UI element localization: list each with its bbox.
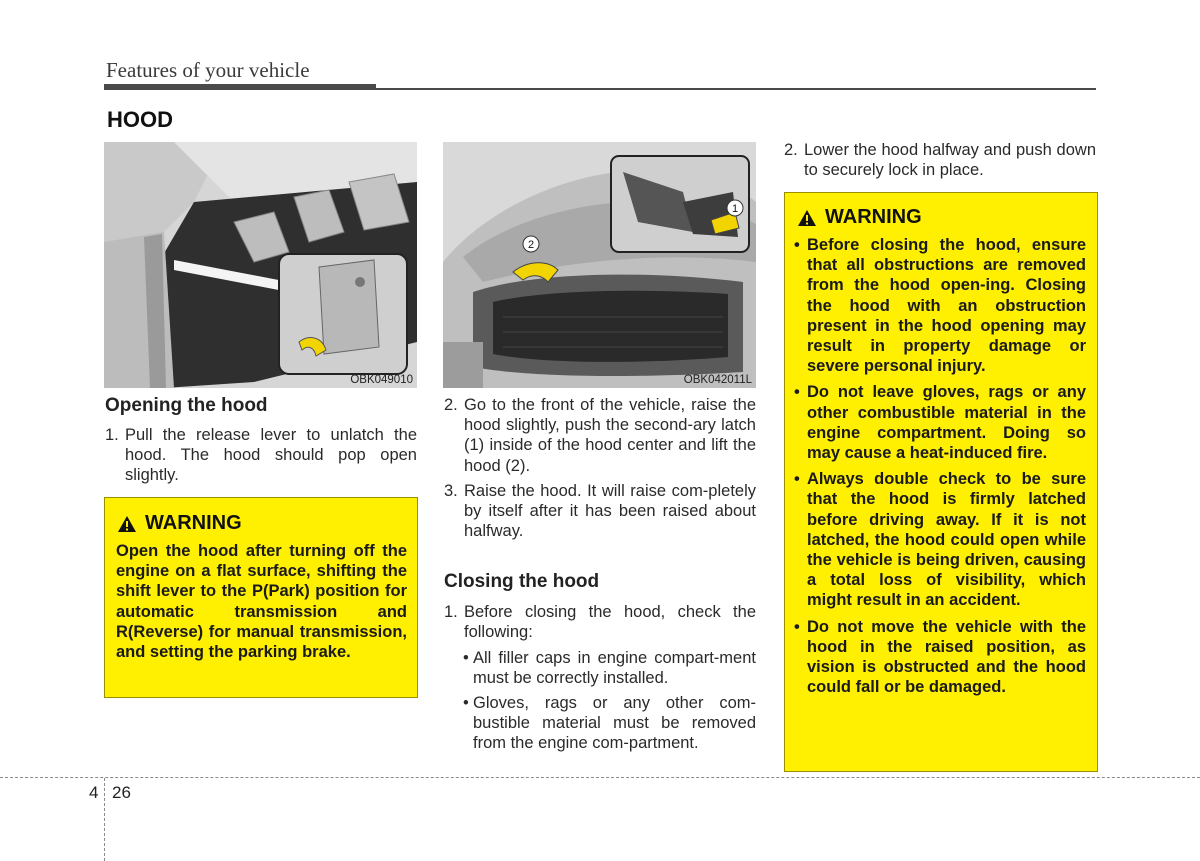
warning-triangle-icon — [117, 515, 137, 533]
step-number: 1. — [105, 426, 119, 444]
warning-triangle-icon — [797, 209, 817, 227]
warning-list — [794, 235, 1086, 703]
warning-title: WARNING — [145, 512, 242, 534]
figure-code: OBK042011L — [683, 374, 752, 386]
closing-step-1 — [444, 602, 756, 642]
opening-step-1 — [105, 425, 417, 486]
callout-2: 2 — [527, 239, 535, 251]
bullet-dot: • — [794, 383, 800, 402]
step-text: Lower the hood halfway and push down to securely lock in place. — [804, 141, 1096, 180]
warning-item-text: Do not leave gloves, rags or any other combustible material in the engine compartment. Doing so may cause a heat-induced fire. — [807, 383, 1086, 463]
opening-heading: Opening the hood — [105, 395, 268, 416]
warning-item — [794, 382, 1086, 463]
warning-header — [117, 512, 242, 535]
step-number: 3. — [444, 482, 458, 500]
step-text: Pull the release lever to unlatch the hood. The hood should pop open slightly. — [125, 426, 417, 485]
callout-1: 1 — [731, 203, 739, 215]
closing-bullet-2 — [463, 693, 756, 754]
warning-item-text: Always double check to be sure that the hood is firmly latched before driving away. If it is not latched, the hood could open while the vehicle is being driven, causing a total loss of visibility, which might result in an accident. — [807, 470, 1086, 610]
bullet-dot: • — [794, 236, 800, 254]
figure-hood-latch — [443, 142, 756, 388]
chapter-number: 4 — [89, 783, 99, 802]
bullet-dot: • — [794, 470, 800, 489]
closing-heading: Closing the hood — [444, 571, 600, 592]
hood-latch-illustration — [443, 142, 756, 388]
release-lever-illustration — [104, 142, 417, 388]
bullet-text: All filler caps in engine compart-ment must be correctly installed. — [473, 649, 756, 688]
opening-step-2 — [444, 395, 756, 476]
step-number: 1. — [444, 603, 458, 621]
figure-code: OBK049010 — [350, 374, 413, 386]
header-rule — [376, 88, 1096, 90]
warning-box-closing — [784, 192, 1098, 772]
step-text: Go to the front of the vehicle, raise the hood slightly, push the second-ary latch (1) inside of the hood center and lift the hood (2). — [464, 396, 756, 475]
footer-vertical-rule — [104, 778, 105, 861]
warning-item — [794, 235, 1086, 376]
figure-release-lever — [104, 142, 417, 388]
bullet-dot: • — [463, 694, 469, 712]
warning-title: WARNING — [825, 206, 922, 228]
warning-box-opening — [104, 497, 418, 698]
warning-item-text: Before closing the hood, ensure that all obstructions are removed from the hood open-ing. Closing the hood with an obstruction present in the hood opening may result in property damage or severe personal injury. — [807, 236, 1086, 376]
bullet-dot: • — [463, 649, 469, 667]
section-title: HOOD — [107, 107, 173, 132]
warning-header — [797, 206, 922, 229]
page-number: 26 — [112, 783, 131, 802]
step-text: Raise the hood. It will raise com-pletely by itself after it has been raised about halfway. — [464, 482, 756, 541]
warning-item — [794, 617, 1086, 698]
warning-item-text: Do not move the vehicle with the hood in the raised position, as vision is obstructed and the hood could fall or be damaged. — [807, 617, 1086, 697]
bullet-dot: • — [794, 617, 800, 636]
warning-text: Open the hood after turning off the engine on a flat surface, shifting the shift lever to the P(Park) position for automatic transmission and R(Reverse) for manual transmission, and setting the parking brake. — [116, 542, 407, 662]
step-number: 2. — [784, 141, 798, 159]
step-text: Before closing the hood, check the following: — [464, 603, 756, 642]
step-number: 2. — [444, 396, 458, 414]
warning-item — [794, 469, 1086, 610]
running-header: Features of your vehicle — [106, 58, 310, 82]
header-rule-thick — [104, 84, 376, 90]
closing-step-2 — [784, 140, 1096, 180]
bullet-text: Gloves, rags or any other com-bustible material must be removed from the engine com-partment. — [473, 694, 756, 753]
closing-bullet-1 — [463, 648, 756, 688]
footer-rule — [0, 777, 1200, 778]
opening-step-3 — [444, 481, 756, 542]
